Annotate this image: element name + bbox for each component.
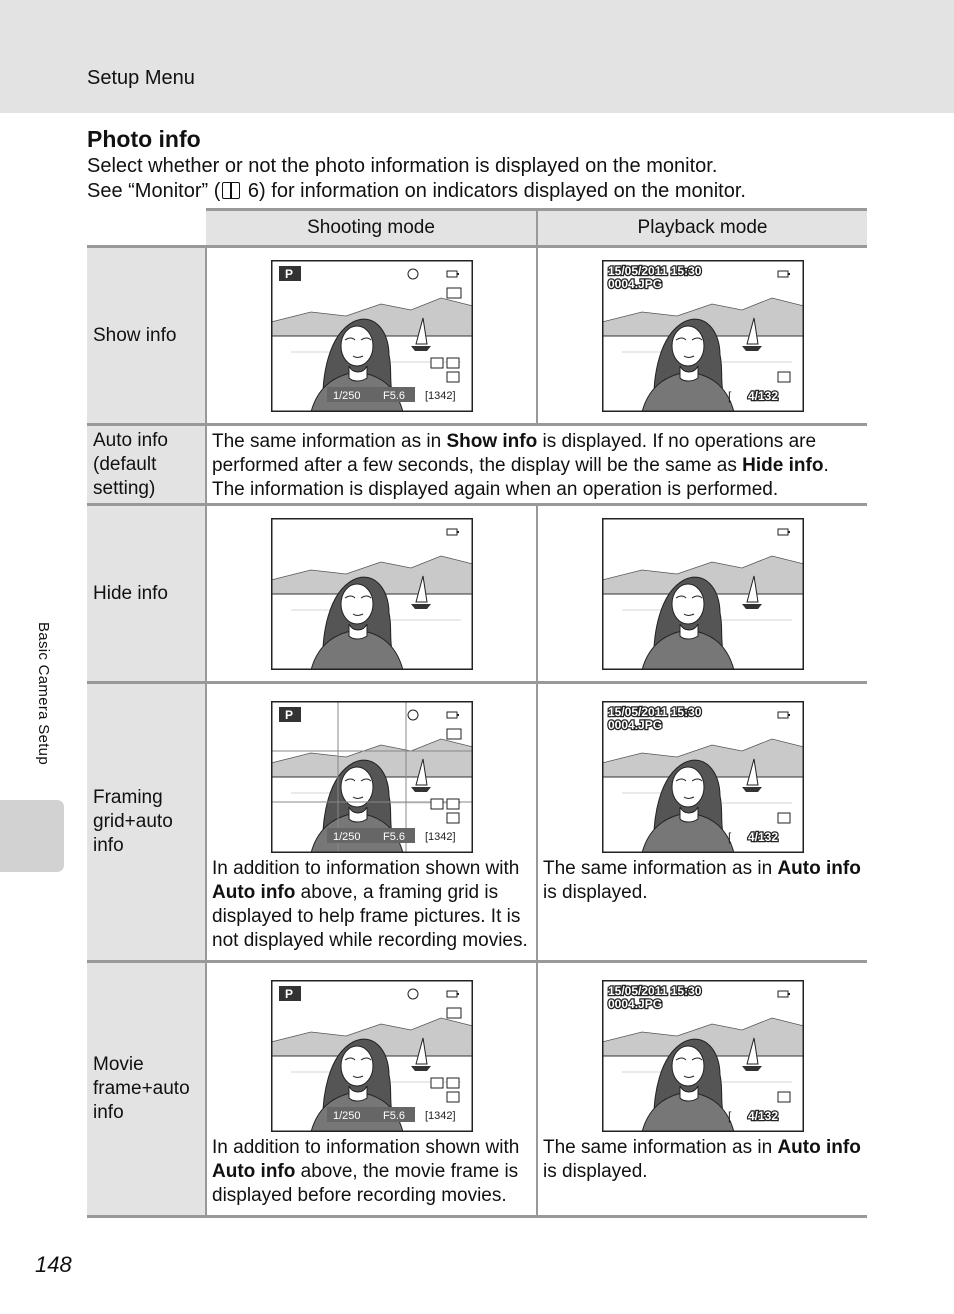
monitor-screen-shooting — [271, 260, 473, 412]
movie-frame-playback-text: The same information as in Auto info is displayed. — [543, 1137, 861, 1182]
book-reference-icon — [222, 182, 240, 199]
movie-frame-shooting-cell — [206, 962, 537, 1217]
intro-line-2: See “Monitor” ( 6) for information on indicators displayed on the monitor. — [87, 180, 746, 202]
row-label-show-info: Show info — [87, 247, 206, 425]
row-label-movie-frame: Movie frame+auto info — [87, 962, 206, 1217]
svg-text:P: P — [284, 987, 293, 1001]
svg-text:[1342]: [1342] — [424, 389, 456, 402]
section-title: Setup Menu — [87, 67, 195, 89]
svg-text:15/05/2011 15:30: 15/05/2011 15:30 — [607, 984, 701, 998]
hide-info-playback-cell — [537, 505, 867, 683]
svg-text:1/250: 1/250 — [332, 831, 361, 843]
monitor-screen-hidden-shooting — [271, 518, 473, 670]
svg-text:F5.6: F5.6 — [382, 389, 405, 402]
svg-text:0004.JPG: 0004.JPG — [607, 997, 662, 1011]
svg-text:F5.6: F5.6 — [382, 1110, 405, 1122]
svg-text:4/132: 4/132 — [747, 388, 778, 403]
movie-frame-shooting-text: In addition to information shown with Auto info above, the movie frame is displayed before recording movies. — [212, 1137, 520, 1206]
monitor-screen-playback — [602, 980, 804, 1132]
svg-text:4/132: 4/132 — [747, 1109, 778, 1123]
hide-info-shooting-cell — [206, 505, 537, 683]
chapter-label: Basic Camera Setup — [35, 622, 52, 765]
framing-grid-shooting-text: In addition to information shown with Auto info above, a framing grid is displayed to help frame pictures. It is not displayed while recording movies. — [212, 858, 528, 951]
monitor-screen-movie-frame — [271, 980, 473, 1132]
svg-text:[: [ — [727, 1109, 731, 1123]
svg-text:F5.6: F5.6 — [382, 831, 405, 843]
svg-text:4/132: 4/132 — [747, 830, 778, 844]
auto-info-description: The same information as in Show info is displayed. If no operations are performed after a few seconds, the display will be the same as Hide info. The information is displayed again when an operation is performed. — [206, 425, 867, 505]
monitor-screen-playback — [602, 701, 804, 853]
monitor-screen-playback — [602, 260, 804, 412]
show-info-shooting-cell — [206, 247, 537, 425]
movie-frame-playback-cell — [537, 962, 867, 1217]
svg-text:15/05/2011 15:30: 15/05/2011 15:30 — [607, 263, 701, 278]
svg-text:[: [ — [727, 388, 731, 403]
svg-text:0004.JPG: 0004.JPG — [607, 718, 662, 732]
framing-grid-playback-text: The same information as in Auto info is displayed. — [543, 858, 861, 903]
svg-text:P: P — [284, 266, 293, 281]
monitor-screen-hidden-playback — [602, 518, 804, 670]
show-info-playback-cell — [537, 247, 867, 425]
photo-info-table — [87, 208, 867, 1218]
header-shooting-mode: Shooting mode — [206, 210, 537, 247]
intro-text — [87, 154, 887, 204]
svg-text:1/250: 1/250 — [332, 389, 361, 402]
page-number: 148 — [35, 1252, 72, 1277]
framing-grid-shooting-cell — [206, 683, 537, 962]
header-playback-mode: Playback mode — [537, 210, 867, 247]
row-label-hide-info: Hide info — [87, 505, 206, 683]
framing-grid-playback-cell — [537, 683, 867, 962]
page-header — [0, 0, 954, 113]
row-label-framing-grid: Framing grid+auto info — [87, 683, 206, 962]
page-title: Photo info — [87, 126, 201, 152]
monitor-screen-grid — [271, 701, 473, 853]
chapter-tab — [0, 800, 64, 872]
svg-text:[1342]: [1342] — [424, 1110, 456, 1122]
svg-text:0004.JPG: 0004.JPG — [607, 276, 662, 291]
row-label-auto-info: Auto info (default setting) — [87, 425, 206, 505]
svg-text:[1342]: [1342] — [424, 831, 456, 843]
svg-text:15/05/2011 15:30: 15/05/2011 15:30 — [607, 705, 701, 719]
svg-text:P: P — [284, 708, 293, 722]
intro-line-1: Select whether or not the photo information is displayed on the monitor. — [87, 155, 718, 177]
svg-text:1/250: 1/250 — [332, 1110, 361, 1122]
svg-text:[: [ — [727, 830, 731, 844]
corner-cell — [87, 210, 206, 247]
